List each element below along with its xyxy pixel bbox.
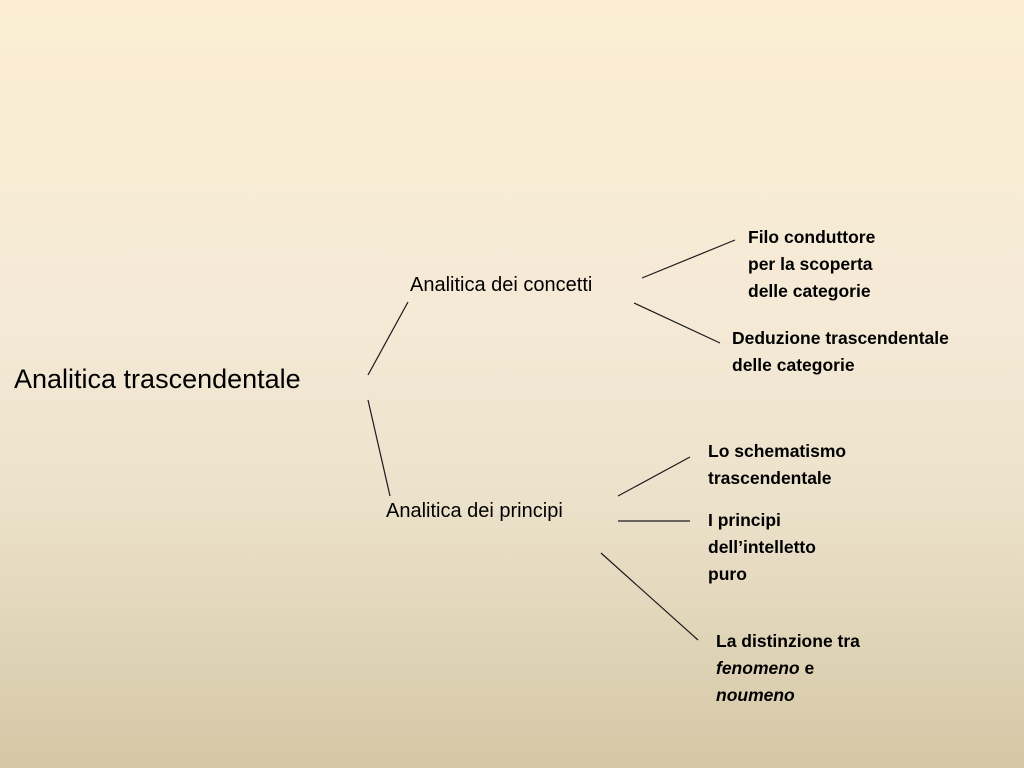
leaf-filo-conduttore xyxy=(748,224,875,305)
connector-concetti-deduzione xyxy=(634,303,720,343)
root-node-title: Analitica trascendentale xyxy=(14,364,301,394)
leaf-line: dell’intelletto xyxy=(708,537,816,557)
connector-root-concetti xyxy=(368,302,408,375)
leaf-line xyxy=(716,655,860,682)
branch-analitica-concetti: Analitica dei concetti xyxy=(410,274,593,296)
branch-analitica-principi: Analitica dei principi xyxy=(386,500,563,522)
connector-principi-distinzione xyxy=(601,553,698,640)
leaf-schematismo xyxy=(708,438,846,492)
term-fenomeno: fenomeno xyxy=(716,658,800,678)
connector-concetti-filo xyxy=(642,240,735,278)
leaf-line: delle categorie xyxy=(732,355,855,375)
leaf-line: Deduzione trascendentale xyxy=(732,328,949,348)
connector-root-principi xyxy=(368,400,390,496)
leaf-line: La distinzione tra xyxy=(716,631,860,651)
conjunction-text: e xyxy=(799,658,815,678)
term-noumeno: noumeno xyxy=(716,685,795,705)
leaf-deduzione-trascendentale xyxy=(732,325,949,379)
leaf-line: Filo conduttore xyxy=(748,227,876,247)
leaf-principi-intelletto xyxy=(708,507,816,588)
leaf-line: delle categorie xyxy=(748,281,871,301)
leaf-line: trascendentale xyxy=(708,468,832,488)
leaf-line: Lo schematismo xyxy=(708,441,847,461)
leaf-line: I principi xyxy=(708,510,781,530)
leaf-line: per la scoperta xyxy=(748,254,873,274)
leaf-distinzione-fenomeno-noumeno xyxy=(716,628,860,709)
leaf-line: puro xyxy=(708,564,747,584)
connector-principi-schematismo xyxy=(618,457,690,496)
